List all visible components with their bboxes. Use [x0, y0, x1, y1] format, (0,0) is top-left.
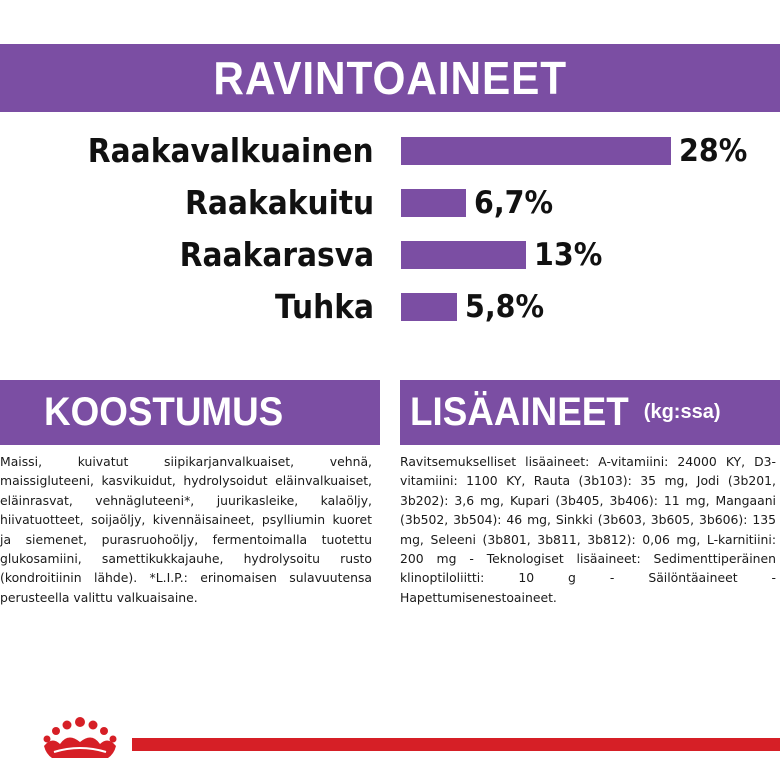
nutrient-row: [0, 131, 780, 171]
nutrient-value: 6,7%: [474, 185, 554, 221]
koostumus-banner: [0, 380, 380, 445]
nutrient-bar: [401, 241, 526, 269]
nutrient-row: [0, 287, 780, 327]
nutrient-value: 5,8%: [465, 289, 545, 325]
nutrient-label: Tuhka: [274, 287, 374, 326]
nutrients-title: RAVINTOAINEET: [213, 52, 567, 104]
nutrient-bar: [401, 189, 466, 217]
nutrient-label: Raakarasva: [179, 235, 374, 274]
royal-canin-crown-icon: [38, 714, 122, 764]
lisaaineet-banner: [400, 380, 780, 445]
nutrient-bar: [401, 137, 671, 165]
lisaaineet-text: Ravitsemukselliset lisäaineet: A-vitamiini: 24000 KY, D3-vitamiini: 1100 KY, Rauta (3b103): 35 mg, Jodi (3b201, 3b202): 3,6 mg, Kupari (3b405, 3b406): 11 mg, Mangaani (3b502, 3b504): 46 mg, Sinkki (3b603, 3b605, 3b606): 135 mg, Seleeni (3b801, 3b811, 3b812): 0,06 mg, L-karnitiini: 200 mg - Teknologiset lisäaineet: Sedimenttiperäinen klinoptiloliitti: 10 g - Säilöntäaineet - Hapettumisenestoaineet.: [400, 454, 776, 605]
lisaaineet-title: LISÄAINEET: [410, 390, 629, 434]
koostumus-text: Maissi, kuivatut siipikarjanvalkuaiset, vehnä, maissigluteeni, kasvikuidut, hydrolysoidut eläinvalkuaiset, eläinrasvat, vehnägluteeni*, juurikasleike, kalaöljy, hiivatuotteet, soijaöljy, kivennäisaineet, psylliumin kuoret ja siemenet, purasruohoöljy, fermentoimalla tuotettu glukosamiini, samettikukkajauhe, hydrolysoitu rusto (kondroitiinin lähde). *L.I.P.: erinomaisen sulavuutensa perusteella valittu valkuaisaine.: [0, 454, 372, 605]
koostumus-title: KOOSTUMUS: [44, 390, 284, 434]
nutrient-bar: [401, 293, 457, 321]
nutrient-value: 13%: [534, 237, 603, 273]
nutrient-row: [0, 183, 780, 223]
nutrient-label: Raakavalkuainen: [88, 131, 374, 170]
lisaaineet-unit: (kg:ssa): [643, 401, 721, 423]
nutrient-value: 28%: [679, 133, 748, 169]
nutrients-banner: [0, 44, 780, 112]
footer-red-stripe: [132, 738, 780, 751]
nutrient-row: [0, 235, 780, 275]
nutrient-label: Raakakuitu: [184, 183, 374, 222]
